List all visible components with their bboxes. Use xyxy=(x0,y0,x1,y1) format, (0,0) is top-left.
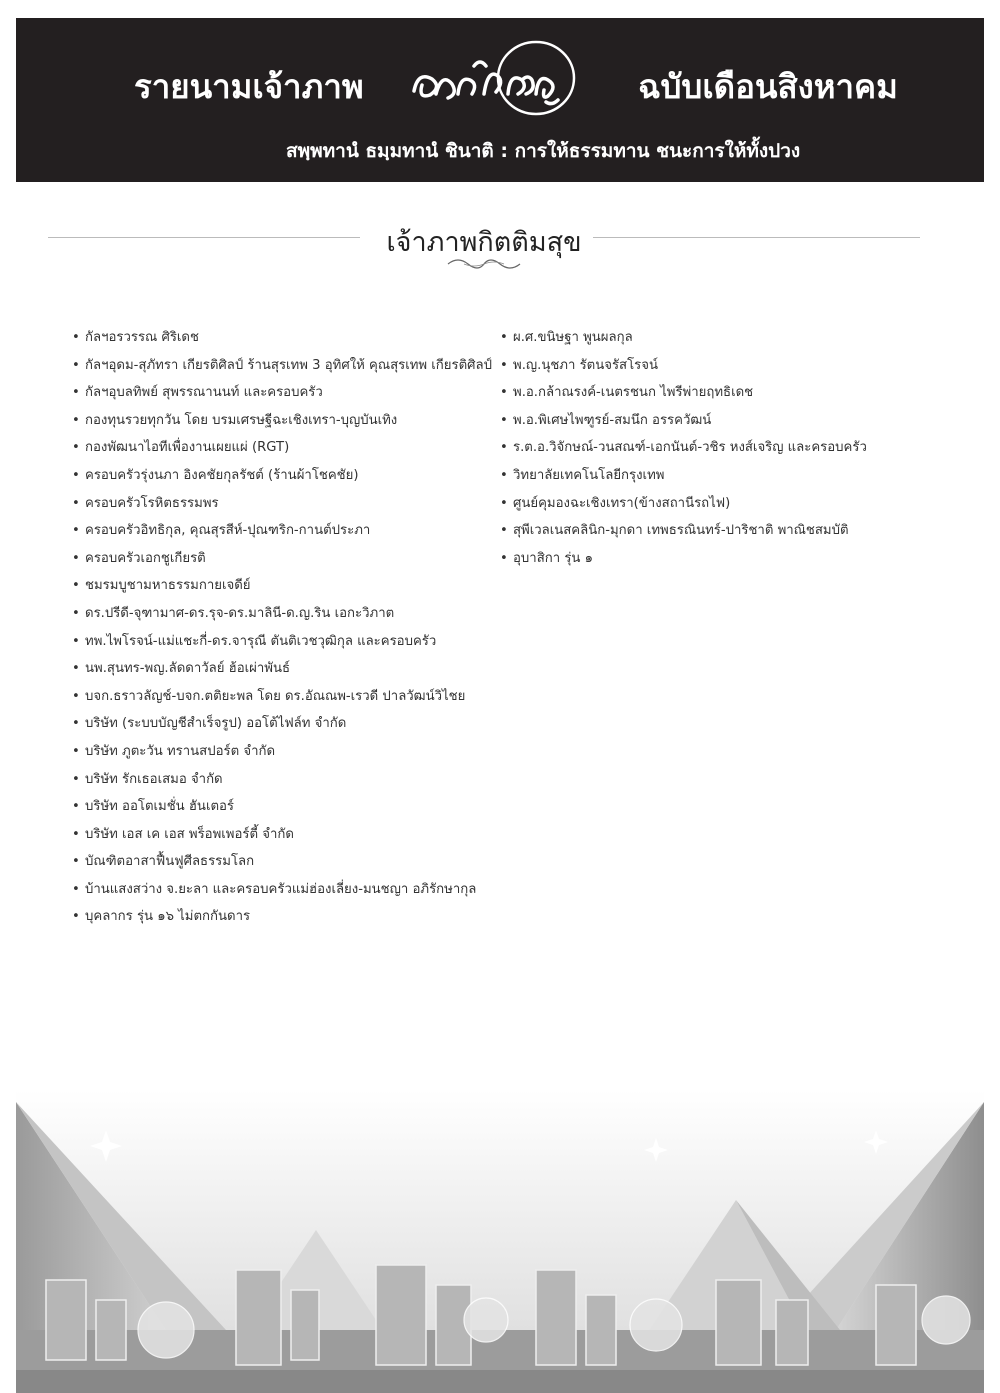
donor-right-item xyxy=(500,545,867,573)
donor-left-item xyxy=(72,738,492,766)
donor-left-item xyxy=(72,655,492,683)
donor-name: ครอบครัวโรหิตธรรมพร xyxy=(85,495,219,511)
donor-name: พ.ญ.นุชภา รัตนจรัสโรจน์ xyxy=(513,357,658,373)
donor-name: บ้านแสงสว่าง จ.ยะลา และครอบครัวแม่ฮ่องเลี่ยง-มนชญา อภิรักษากุล xyxy=(85,881,477,897)
donor-right-item xyxy=(500,462,867,490)
donor-name: บริษัท (ระบบบัญชีสำเร็จรูป) ออโต้ไฟล์ท จำกัด xyxy=(85,716,347,732)
donor-name: กองทุนรวยทุกวัน โดย บรมเศรษฐีฉะเชิงเทรา-บุญบันเทิง xyxy=(85,412,398,428)
donor-right-item xyxy=(500,324,867,352)
donor-name: บจก.ธราวลัญช์-บจก.ตติยะพล โดย ดร.อัณณพ-เรวดี ปาลวัฒน์วิไชย xyxy=(85,688,466,704)
donor-name: ดร.ปรีดี-จุฑามาศ-ดร.รุจ-ดร.มาลินี-ด.ญ.ริน เอกะวิภาต xyxy=(85,605,395,621)
donor-right-item xyxy=(500,517,867,545)
donor-left-item xyxy=(72,545,492,573)
donor-left-item xyxy=(72,600,492,628)
donor-name: บริษัท ภูตะวัน ทรานสปอร์ต จำกัด xyxy=(85,743,276,759)
donor-right-item xyxy=(500,379,867,407)
donor-left-item xyxy=(72,517,492,545)
donor-right-item xyxy=(500,434,867,462)
donor-name: นพ.สุนทร-พญ.ลัดดาวัลย์ ฮ้อเผ่าพันธ์ xyxy=(85,661,291,677)
donor-left-item xyxy=(72,352,492,380)
donor-name: กัลฯอุบลทิพย์ สุพรรณานนท์ และครอบครัว xyxy=(85,385,323,401)
header-banner xyxy=(16,18,984,182)
decorative-crystal-landscape xyxy=(16,1090,984,1393)
donor-left-item xyxy=(72,848,492,876)
flourish-ornament xyxy=(444,256,524,272)
donor-name: ครอบครัวเอกชูเกียรติ xyxy=(85,550,206,566)
section-title: เจ้าภาพกิตติมสุข xyxy=(386,227,582,258)
donor-name: ผ.ศ.ขนิษฐา พูนผลกุล xyxy=(513,330,633,345)
header-subtitle: สพฺพทานํ ธมฺมทานํ ชินาติ : การให้ธรรมทาน ชนะการให้ทั้งปวง xyxy=(286,140,801,162)
donor-right-item xyxy=(500,490,867,518)
donor-name: ครอบครัวอิทธิกุล, คุณสุรสีห์-ปุณฑริก-กานต์ประภา xyxy=(85,523,371,539)
donor-right-item xyxy=(500,352,867,380)
donor-left-item xyxy=(72,766,492,794)
donor-name: ชมรมบูชามหาธรรมกายเจดีย์ xyxy=(85,578,251,594)
donor-left-item xyxy=(72,462,492,490)
donor-name: บริษัท ออโตเมชั่น ฮันเตอร์ xyxy=(85,799,235,815)
donor-name: ครอบครัวรุ่งนภา อิงคชัยกุลรัชต์ (ร้านผ้าโชคชัย) xyxy=(85,467,359,483)
donor-name: บริษัท รักเธอเสมอ จำกัด xyxy=(85,771,223,787)
donor-name: กัลฯอุดม-สุภัทรา เกียรติศิลป์ ร้านสุรเทพ 3 อุทิศให้ คุณสุรเทพ เกียรติศิลป์ xyxy=(85,357,492,373)
donor-name: กองพัฒนาไอทีเพื่องานเผยแผ่ (RGT) xyxy=(85,440,290,456)
donor-name: บุคลากร รุ่น ๑๖ ไม่ตกกันดาร xyxy=(85,909,251,925)
header-title-left: รายนามเจ้าภาพ xyxy=(134,67,364,106)
donor-left-item xyxy=(72,876,492,904)
donor-left-item xyxy=(72,710,492,738)
donor-name: บัณฑิตอาสาฟื้นฟูศีลธรรมโลก xyxy=(85,854,255,870)
donor-left-item xyxy=(72,572,492,600)
donor-name: ร.ต.อ.วิจักษณ์-วนสณฑ์-เอกนันต์-วชิร หงส์เจริญ และครอบครัว xyxy=(513,440,867,456)
donor-name: พ.อ.กล้าณรงค์-เนตรชนก ไพรีพ่ายฤทธิเดช xyxy=(513,385,754,401)
donor-name: อุบาสิกา รุ่น ๑ xyxy=(513,550,593,566)
donor-left-item xyxy=(72,793,492,821)
donor-name: ศูนย์คุมองฉะเชิงเทรา(ข้างสถานีรถไฟ) xyxy=(513,495,731,511)
donor-left-item xyxy=(72,903,492,931)
donor-left-item xyxy=(72,324,492,352)
donor-right-item xyxy=(500,407,867,435)
donor-left-item xyxy=(72,434,492,462)
donor-left-item xyxy=(72,821,492,849)
donor-name: พ.อ.พิเศษไพฑูรย์-สมนึก อรรควัฒน์ xyxy=(513,412,712,428)
donor-left-item xyxy=(72,407,492,435)
donor-name: วิทยาลัยเทคโนโลยีกรุงเทพ xyxy=(513,467,665,483)
donor-list-right xyxy=(500,324,867,572)
donor-name: บริษัท เอส เค เอส พร็อพเพอร์ตี้ จำกัด xyxy=(85,826,294,842)
header-title-right: ฉบับเดือนสิงหาคม xyxy=(638,67,898,106)
donor-left-item xyxy=(72,490,492,518)
donor-name: ทพ.ไพโรจน์-แม่แชะกี่-ดร.จารุณี ตันติเวชวุฒิกุล และครอบครัว xyxy=(85,633,437,649)
brand-logo xyxy=(396,36,616,126)
section-header xyxy=(48,220,920,280)
donor-name: สุพีเวลเนสคลินิก-มุกดา เทพธรณินทร์-ปาริชาติ พาณิชสมบัติ xyxy=(513,523,849,539)
donor-left-item xyxy=(72,628,492,656)
donor-name: กัลฯอรวรรณ ศิริเดช xyxy=(85,330,199,345)
donor-left-item xyxy=(72,379,492,407)
donor-left-item xyxy=(72,683,492,711)
donor-list-left xyxy=(72,324,492,931)
